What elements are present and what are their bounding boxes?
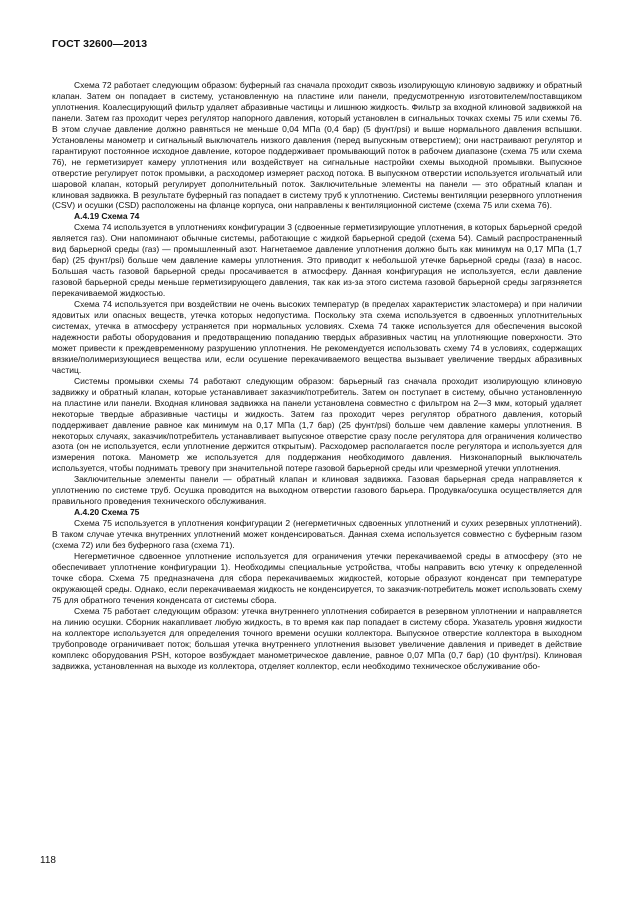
paragraph-scheme-74-usage: Схема 74 используется при воздействии не очень высоких температур (в пределах характеристик эластомера) и при наличии ядовитых или опасных веществ, утечка которых недопустима. Поскольку эта схема используется в сдвоенных уплотнительных системах, утечка в атмосферу устраняется при нормальных условиях. Схема 74 также используется для обеспечения высокой надежности работы оборудования и предотвращению попаданию твердых абразивных частиц на уплотняющие поверхности. Это может привести к преждевременному разрушению уплотнения. Не рекомендуется использовать схему 74 в условиях, содержащих вязкие/полимеризующиеся вещества или, если осушение перекачиваемого вещества вызывает увеличение твердых абразивных частиц. [52, 299, 582, 375]
section-heading-a-4-19: А.4.19 Схема 74 [74, 211, 140, 222]
paragraph-scheme-75-operation: Схема 75 работает следующим образом: утечка внутреннего уплотнения собирается в резервном уплотнении и направляется на линию осушки. Сборник накапливает любую жидкость, в то время как пар попадает в систему сбора. Указатель уровня жидкости на коллекторе используется для определения точного времени осушки коллектора. Выпускное отверстие коллектора в выходном трубопроводе ограничивает поток; большая утечка внутреннего уплотнения вызовет увеличение давления и приведет в действие комплекс оборудования PSH, которое возбуждает манометрическое давление, равное 0,07 МПа (0,7 бар) (10 фунт/psi). Клиновая задвижка, установленная на выходе из коллектора, отделяет коллектор, если необходимо техническое обслуживание обо- [52, 605, 582, 671]
paragraph-scheme-75-purpose: Негерметичное сдвоенное уплотнение используется для ограничения утечки перекачиваемой среды в атмосферу (это не обеспечивает уплотнение конфигурации 1). Необходимы специальные устройства, чтобы направить всю утечку к определенной точке сбора. Схема 75 предназначена для сбора перекачиваемых жидкостей, которые образуют конденсат при температуре окружающей среды. Однако, если перекачиваемая жидкость не конденсируется, то заказчик-потребитель может использовать схему 75 для обратного течения конденсата от системы сбора. [52, 550, 582, 605]
paragraph-scheme-74-intro: Схема 74 используется в уплотнениях конфигурации 3 (сдвоенные герметизирующие уплотнения, в которых барьерной средой является газ). Они напоминают обычные системы, работающие с жидкой барьерной средой (схема 54). Самый распространенный вид барьерной среды (газ) — промышленный азот. Нагнетаемое давление уплотнения должно быть как минимум на 0,17 МПа (1,7 бар) (25 фунт/psi) больше чем давление камеры уплотнения. Это приводит к небольшой утечке барьерной среды (газа) в насос. Большая часть газовой барьерной среды просачивается в атмосферу. Данная конфигурация не используется, если давление газовой барьерной среды меньше герметизирующего давления, так как из-за этого система газовой барьерной среды загрязняется перекачиваемой жидкостью. [52, 222, 582, 299]
page-number: 118 [40, 855, 56, 866]
paragraph-scheme-75-intro: Схема 75 используется в уплотнения конфигурации 2 (негерметичных сдвоенных уплотнений и сухих резервных уплотнений). В таком случае утечка внутренних уплотнений может конденсироваться. Данная схема используется совместно с буферным газом (схема 72) или без буферного газа (схема 71). [52, 518, 582, 551]
paragraph-scheme-74-operation: Системы промывки схемы 74 работают следующим образом: барьерный газ сначала проходит изолирующую клиновую задвижку и обратный клапан, которые устанавливает заказчик/потребитель. Затем он поступает в систему, обычно установленную на пластине или панели. Входная клиновая задвижка на панели установлена совместно с фильтром на 2—3 мкм, который удаляет некоторые твердые абразивные частицы и жидкость. Затем газ проходит через регулятор обратного давления, который поддерживает давление равное как минимум на 0,17 МПа (1,7 бар) (25 фунт/psi) больше чем давление камеры уплотнения. В некоторых случаях, заказчик/потребитель устанавливает выпускное отверстие сразу после регулятора для ограничения количество азота (он не используется, если уплотнение держится открытым). Расходомер располагается после регулятора и используется для измерения потока. Манометр же используется для поддержания необходимого давления. Низконапорный выключатель используется, чтобы поднимать тревогу при значительной потере газовой барьерной среды или чрезмерной утечки уплотнения. [52, 375, 582, 474]
document-header: ГОСТ 32600—2013 [52, 38, 148, 50]
paragraph-scheme-72: Схема 72 работает следующим образом: буферный газ сначала проходит сквозь изолирующую клиновую задвижку и обратный клапан. Затем он попадает в систему, установленную на пластине или панели, предусмотренную изготовителем/поставщиком уплотнения. Коалесцирующий фильтр удаляет абразивные частицы и лишнюю жидкость. Фильтр за входной клиновой задвижкой на панели. Затем газ проходит через регулятор напорного давления, который установлен в сигнальных точках схемы 75 или схемы 76. В этом случае давление должно равняться не меньше 0,04 МПа (0,4 бар) (5 фунт/psi) и выше нормального давления вспышки. Установлены манометр и сигнальный выключатель низкого давления (перед выпускным отверстием); они настраивают регулятор и гарантируют постоянное исходное давление, которое поддерживает промывающий поток в рабочем диапазоне (схема 75 или схема 76), не герметизирует камеру уплотнения или воздействует на сигнальные настройки схемы выходной промывки. Выпускное отверстие регулирует поток промывки, а расходомер измеряет расход потока. В выпускном отверстии используется игольчатый или шаровой клапан, который регулирует дополнительный поток. Заключительные элементы на панели — это обратный клапан и клиновая задвижка. В результате буферный газ попадает в систему труб к уплотнению. Системы вентиляции резервного уплотнения (CSV) и осушки (CSD) расположены на фланце корпуса, они направлены к вентиляционной системе (схема 75 или схема 76). [52, 80, 582, 211]
section-heading-a-4-20: А.4.20 Схема 75 [74, 507, 140, 518]
document-body [52, 80, 582, 671]
paragraph-scheme-74-final: Заключительные элементы панели — обратный клапан и клиновая задвижка. Газовая барьерная среда направляется к уплотнению по системе труб. Осушка проводится на выходном отверстии газового барьера. Продувка/осушка осуществляется для правильного проведения технического обслуживания. [52, 474, 582, 507]
